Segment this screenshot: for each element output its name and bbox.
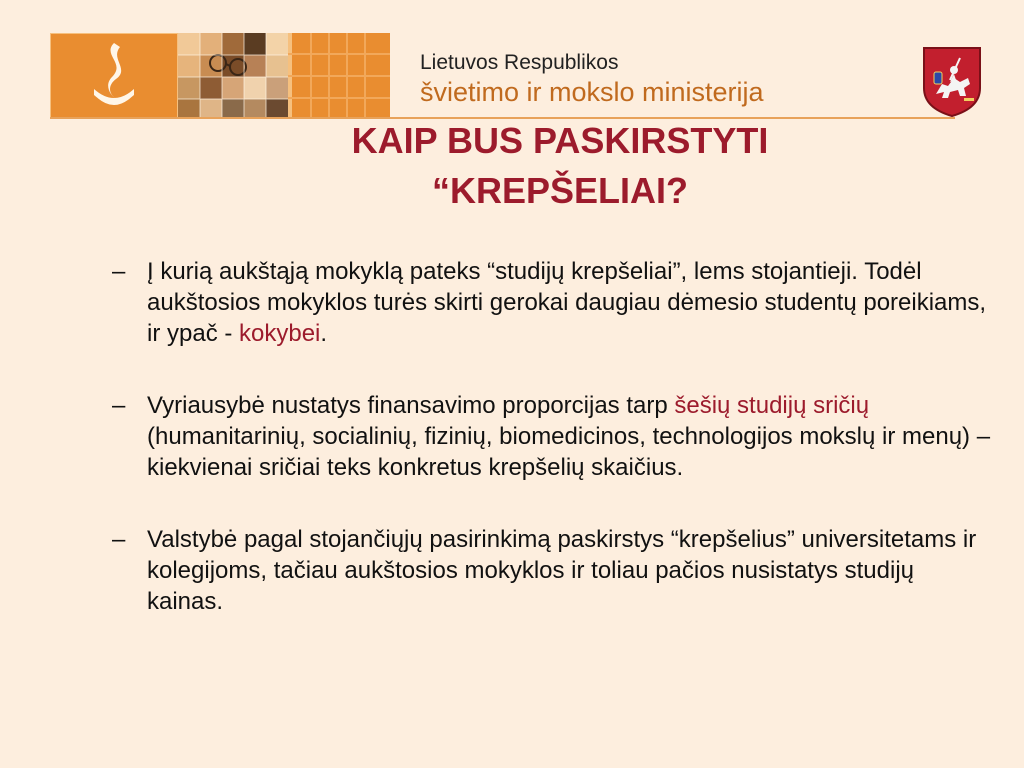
bullet-dash: – [112, 526, 126, 553]
bullet-text: Į kurią aukštąją mokyklą pateks “studijų krepšeliai”, lems stojantieji. Todėl aukštosios mokyklos turės skirti gerokai daugiau dėmesio studentų poreikiams, ir ypač - [147, 258, 987, 347]
bullet-dash: – [112, 258, 126, 285]
ministry-name-line2: švietimo ir mokslo ministerija [420, 77, 764, 107]
ministry-name-line1: Lietuvos Respublikos [420, 51, 619, 74]
bullet-text: Vyriausybė nustatys finansavimo proporcijas tarp [147, 392, 675, 419]
header-banner [50, 33, 390, 119]
ministry-flame-logo-icon [50, 33, 178, 119]
page-title-line2: “KREPŠELIAI? [431, 170, 689, 211]
bullet-text-end: . [320, 320, 328, 347]
bullet-dash: – [112, 392, 126, 419]
ministry-name [420, 50, 890, 108]
bullet-highlight: kokybei [239, 320, 321, 347]
bullet-highlight: šešių studijų sričių [674, 392, 870, 419]
page-title [200, 116, 920, 216]
bullet-text-end: (humanitarinių, socialinių, fizinių, biomedicinos, technologijos mokslų ir menų) – kiekvienai sričiai teks konkretus krepšelių skaičius. [147, 423, 991, 481]
reading-person-mosaic [178, 33, 390, 119]
page-title-line1: KAIP BUS PASKIRSTYTI [351, 120, 769, 161]
list-item [112, 524, 992, 617]
bullet-list [112, 256, 992, 617]
list-item [112, 256, 992, 349]
bullet-text: Valstybė pagal stojančiųjų pasirinkimą paskirstys “krepšelius” universitetams ir kolegijoms, tačiau aukštosios mokyklos ir toliau pačios nusistatys studijų kainas. [147, 526, 977, 615]
vytis-coat-of-arms-icon [920, 44, 984, 118]
list-item [112, 390, 992, 483]
